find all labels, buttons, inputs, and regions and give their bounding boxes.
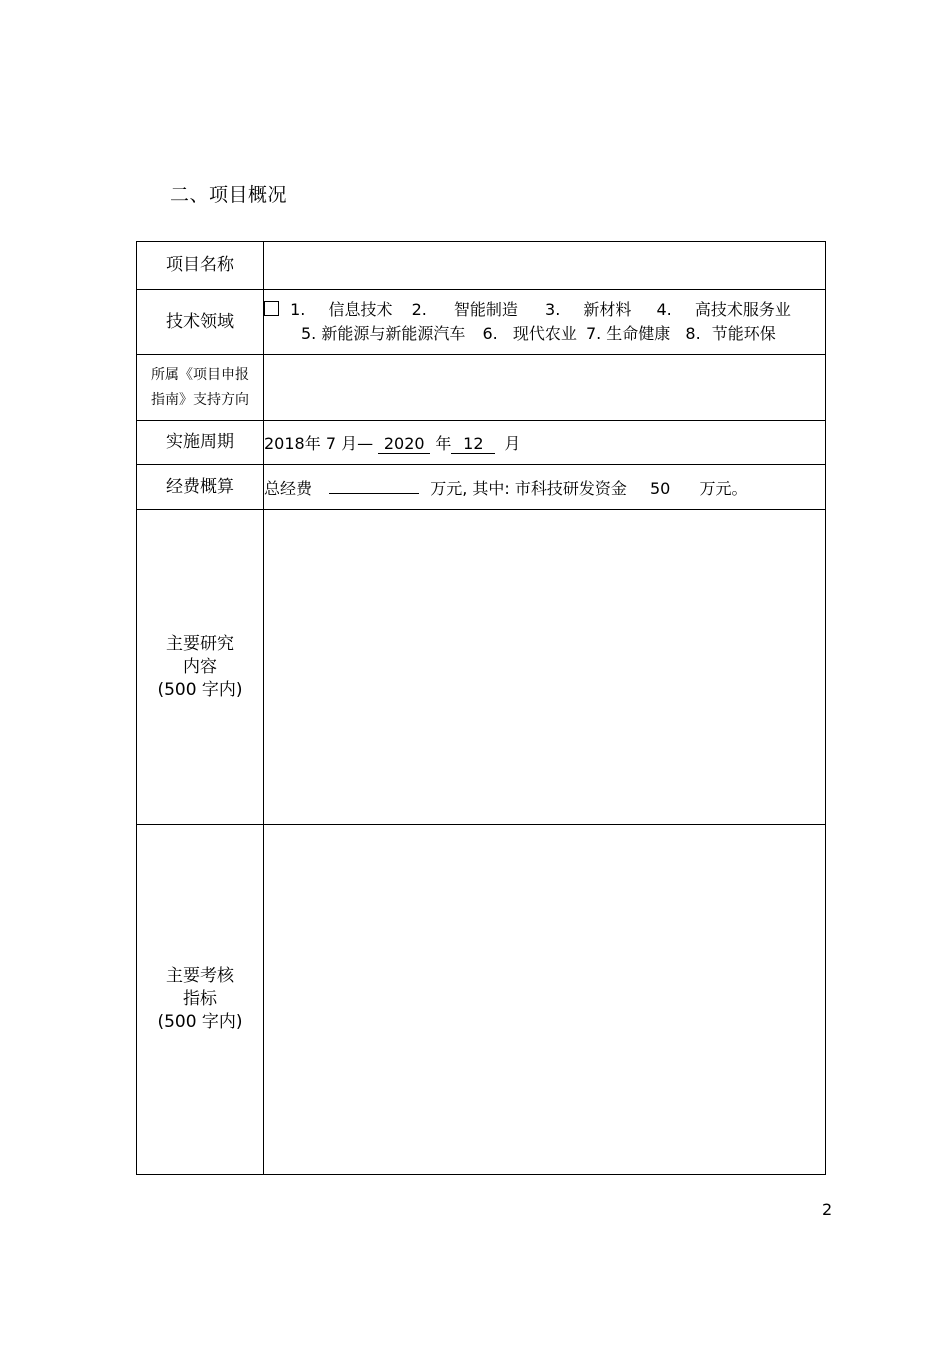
label-project-name: 项目名称 bbox=[137, 242, 264, 290]
checkbox-icon[interactable] bbox=[264, 301, 279, 316]
field-assessment[interactable] bbox=[264, 825, 826, 1175]
budget-fund-label: 市科技研发资金 bbox=[514, 478, 627, 498]
budget-unit-end: 万元。 bbox=[699, 478, 748, 498]
tech-num-4: 4. bbox=[656, 300, 672, 319]
budget-fund-value[interactable]: 50 bbox=[649, 478, 671, 498]
label-assessment-line1: 主要考核 bbox=[166, 966, 234, 986]
tech-num-8: 8. bbox=[685, 324, 701, 343]
field-tech-field bbox=[264, 290, 826, 355]
tech-option-new-materials[interactable]: 新材料 bbox=[583, 300, 632, 319]
field-budget bbox=[264, 465, 826, 510]
period-end-month[interactable]: 12 bbox=[451, 435, 495, 454]
tech-num-5: 5. bbox=[301, 324, 317, 343]
field-period bbox=[264, 421, 826, 465]
row-assessment bbox=[137, 825, 826, 1175]
label-research-line1: 主要研究 bbox=[166, 633, 234, 654]
period-month-dash: 月— bbox=[341, 434, 374, 453]
label-assessment bbox=[137, 825, 264, 1175]
tech-option-life-health[interactable]: 生命健康 bbox=[606, 324, 671, 343]
tech-option-modern-agriculture[interactable]: 现代农业 bbox=[512, 324, 577, 343]
field-guide-direction[interactable] bbox=[264, 355, 826, 421]
label-guide-line2: 指南》支持方向 bbox=[151, 391, 249, 408]
period-start-month[interactable]: 7 bbox=[325, 434, 337, 453]
tech-option-info-tech[interactable]: 信息技术 bbox=[328, 300, 393, 319]
label-tech-field: 技术领域 bbox=[137, 290, 264, 355]
row-budget bbox=[137, 465, 826, 510]
period-end-year[interactable]: 2020 bbox=[378, 435, 430, 454]
label-assessment-line3: (500 字内) bbox=[157, 1012, 243, 1032]
tech-num-6: 6. bbox=[482, 324, 498, 343]
tech-option-energy-saving[interactable]: 节能环保 bbox=[711, 324, 776, 343]
tech-option-smart-manufacturing[interactable]: 智能制造 bbox=[453, 300, 518, 319]
label-guide-line1: 所属《项目申报 bbox=[151, 366, 249, 383]
row-tech-field bbox=[137, 290, 826, 355]
period-start-year[interactable]: 2018 bbox=[264, 434, 305, 453]
period-year-char-2: 年 bbox=[435, 434, 452, 453]
row-period bbox=[137, 421, 826, 465]
budget-total-input[interactable] bbox=[329, 493, 419, 494]
field-research[interactable] bbox=[264, 510, 826, 825]
label-guide-direction bbox=[137, 355, 264, 421]
tech-num-7: 7. bbox=[585, 324, 602, 343]
tech-num-2: 2. bbox=[411, 300, 427, 319]
field-project-name[interactable] bbox=[264, 242, 826, 290]
row-guide-direction bbox=[137, 355, 826, 421]
row-project-name bbox=[137, 242, 826, 290]
label-research-line3: (500 字内) bbox=[157, 679, 243, 700]
period-year-char-1: 年 bbox=[304, 434, 321, 453]
tech-num-1: 1. bbox=[290, 300, 306, 319]
label-research-line2: 内容 bbox=[183, 656, 217, 677]
label-research bbox=[137, 510, 264, 825]
row-research bbox=[137, 510, 826, 825]
budget-unit-other: 万元, 其中: bbox=[430, 478, 510, 498]
section-title: 二、项目概况 bbox=[170, 184, 288, 206]
period-month-char: 月 bbox=[504, 434, 521, 453]
budget-total-label: 总经费 bbox=[264, 478, 313, 498]
label-period: 实施周期 bbox=[137, 421, 264, 465]
tech-option-new-energy-vehicles[interactable]: 新能源与新能源汽车 bbox=[321, 324, 466, 343]
page-number: 2 bbox=[822, 1200, 833, 1219]
label-budget: 经费概算 bbox=[137, 465, 264, 510]
project-overview-table bbox=[136, 241, 826, 1175]
tech-option-high-tech-services[interactable]: 高技术服务业 bbox=[694, 300, 791, 319]
tech-num-3: 3. bbox=[545, 300, 561, 319]
label-assessment-line2: 指标 bbox=[183, 989, 217, 1009]
